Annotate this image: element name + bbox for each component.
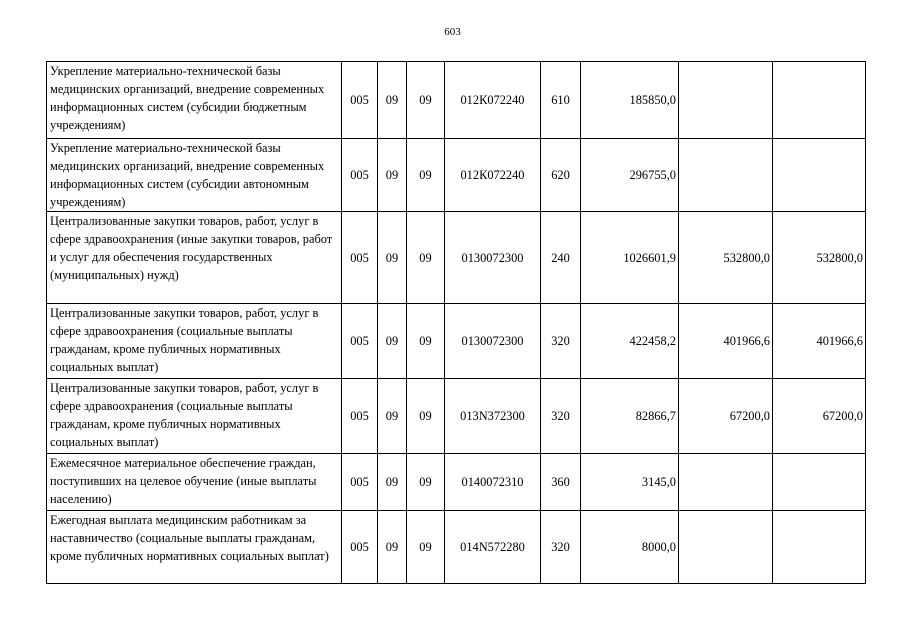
target-article-code: 0140072310 [445, 454, 541, 511]
amount-year-3 [773, 511, 866, 584]
row-description: Ежемесячное материальное обеспечение граждан, поступивших на целевое обучение (иные выплаты населению) [47, 454, 342, 511]
row-description: Укрепление материально-технической базы медицинских организаций, внедрение современных информационных систем (субсидии автономным учреждениям) [47, 139, 342, 212]
row-description: Ежегодная выплата медицинским работникам за наставничество (социальные выплаты гражданам, кроме публичных нормативных социальных выплат) [47, 511, 342, 584]
section-code: 09 [378, 139, 407, 212]
row-description: Централизованные закупки товаров, работ, услуг в сфере здравоохранения (иные закупки товаров, работ и услуг для обеспечения государственных (муниципальных) нужд) [47, 212, 342, 304]
target-article-code: 014N572280 [445, 511, 541, 584]
expense-type-code: 320 [541, 304, 581, 379]
expense-type-code: 610 [541, 62, 581, 139]
ministry-code: 005 [342, 454, 378, 511]
amount-year-3: 67200,0 [773, 379, 866, 454]
amount-year-2 [679, 62, 773, 139]
section-code: 09 [378, 304, 407, 379]
target-article-code: 012К072240 [445, 139, 541, 212]
subsection-code: 09 [407, 212, 445, 304]
section-code: 09 [378, 379, 407, 454]
ministry-code: 005 [342, 62, 378, 139]
amount-year-2 [679, 454, 773, 511]
amount-year-1: 8000,0 [581, 511, 679, 584]
target-article-code: 013N372300 [445, 379, 541, 454]
section-code: 09 [378, 212, 407, 304]
row-description: Централизованные закупки товаров, работ, услуг в сфере здравоохранения (социальные выплаты гражданам, кроме публичных нормативных социальных выплат) [47, 304, 342, 379]
target-article-code: 012К072240 [445, 62, 541, 139]
amount-year-3 [773, 139, 866, 212]
amount-year-1: 3145,0 [581, 454, 679, 511]
amount-year-3: 532800,0 [773, 212, 866, 304]
target-article-code: 0130072300 [445, 304, 541, 379]
amount-year-2: 532800,0 [679, 212, 773, 304]
table-row [47, 511, 866, 584]
table-row [47, 62, 866, 139]
table-row [47, 304, 866, 379]
row-description: Укрепление материально-технической базы медицинских организаций, внедрение современных информационных систем (субсидии бюджетным учреждениям) [47, 62, 342, 139]
ministry-code: 005 [342, 304, 378, 379]
subsection-code: 09 [407, 511, 445, 584]
subsection-code: 09 [407, 454, 445, 511]
amount-year-1: 82866,7 [581, 379, 679, 454]
table-row [47, 379, 866, 454]
section-code: 09 [378, 511, 407, 584]
row-description: Централизованные закупки товаров, работ, услуг в сфере здравоохранения (социальные выплаты гражданам, кроме публичных нормативных социальных выплат) [47, 379, 342, 454]
expense-type-code: 320 [541, 511, 581, 584]
subsection-code: 09 [407, 304, 445, 379]
expense-type-code: 320 [541, 379, 581, 454]
amount-year-3: 401966,6 [773, 304, 866, 379]
page-number: 603 [444, 26, 461, 38]
amount-year-2: 67200,0 [679, 379, 773, 454]
table-row [47, 139, 866, 212]
amount-year-1: 1026601,9 [581, 212, 679, 304]
ministry-code: 005 [342, 511, 378, 584]
amount-year-3 [773, 62, 866, 139]
amount-year-1: 422458,2 [581, 304, 679, 379]
ministry-code: 005 [342, 212, 378, 304]
target-article-code: 0130072300 [445, 212, 541, 304]
amount-year-2 [679, 139, 773, 212]
table-row [47, 212, 866, 304]
expense-type-code: 620 [541, 139, 581, 212]
budget-table [46, 61, 866, 584]
subsection-code: 09 [407, 62, 445, 139]
section-code: 09 [378, 454, 407, 511]
ministry-code: 005 [342, 379, 378, 454]
amount-year-2: 401966,6 [679, 304, 773, 379]
amount-year-1: 296755,0 [581, 139, 679, 212]
ministry-code: 005 [342, 139, 378, 212]
subsection-code: 09 [407, 139, 445, 212]
amount-year-2 [679, 511, 773, 584]
expense-type-code: 360 [541, 454, 581, 511]
table-row [47, 454, 866, 511]
section-code: 09 [378, 62, 407, 139]
amount-year-1: 185850,0 [581, 62, 679, 139]
subsection-code: 09 [407, 379, 445, 454]
amount-year-3 [773, 454, 866, 511]
expense-type-code: 240 [541, 212, 581, 304]
